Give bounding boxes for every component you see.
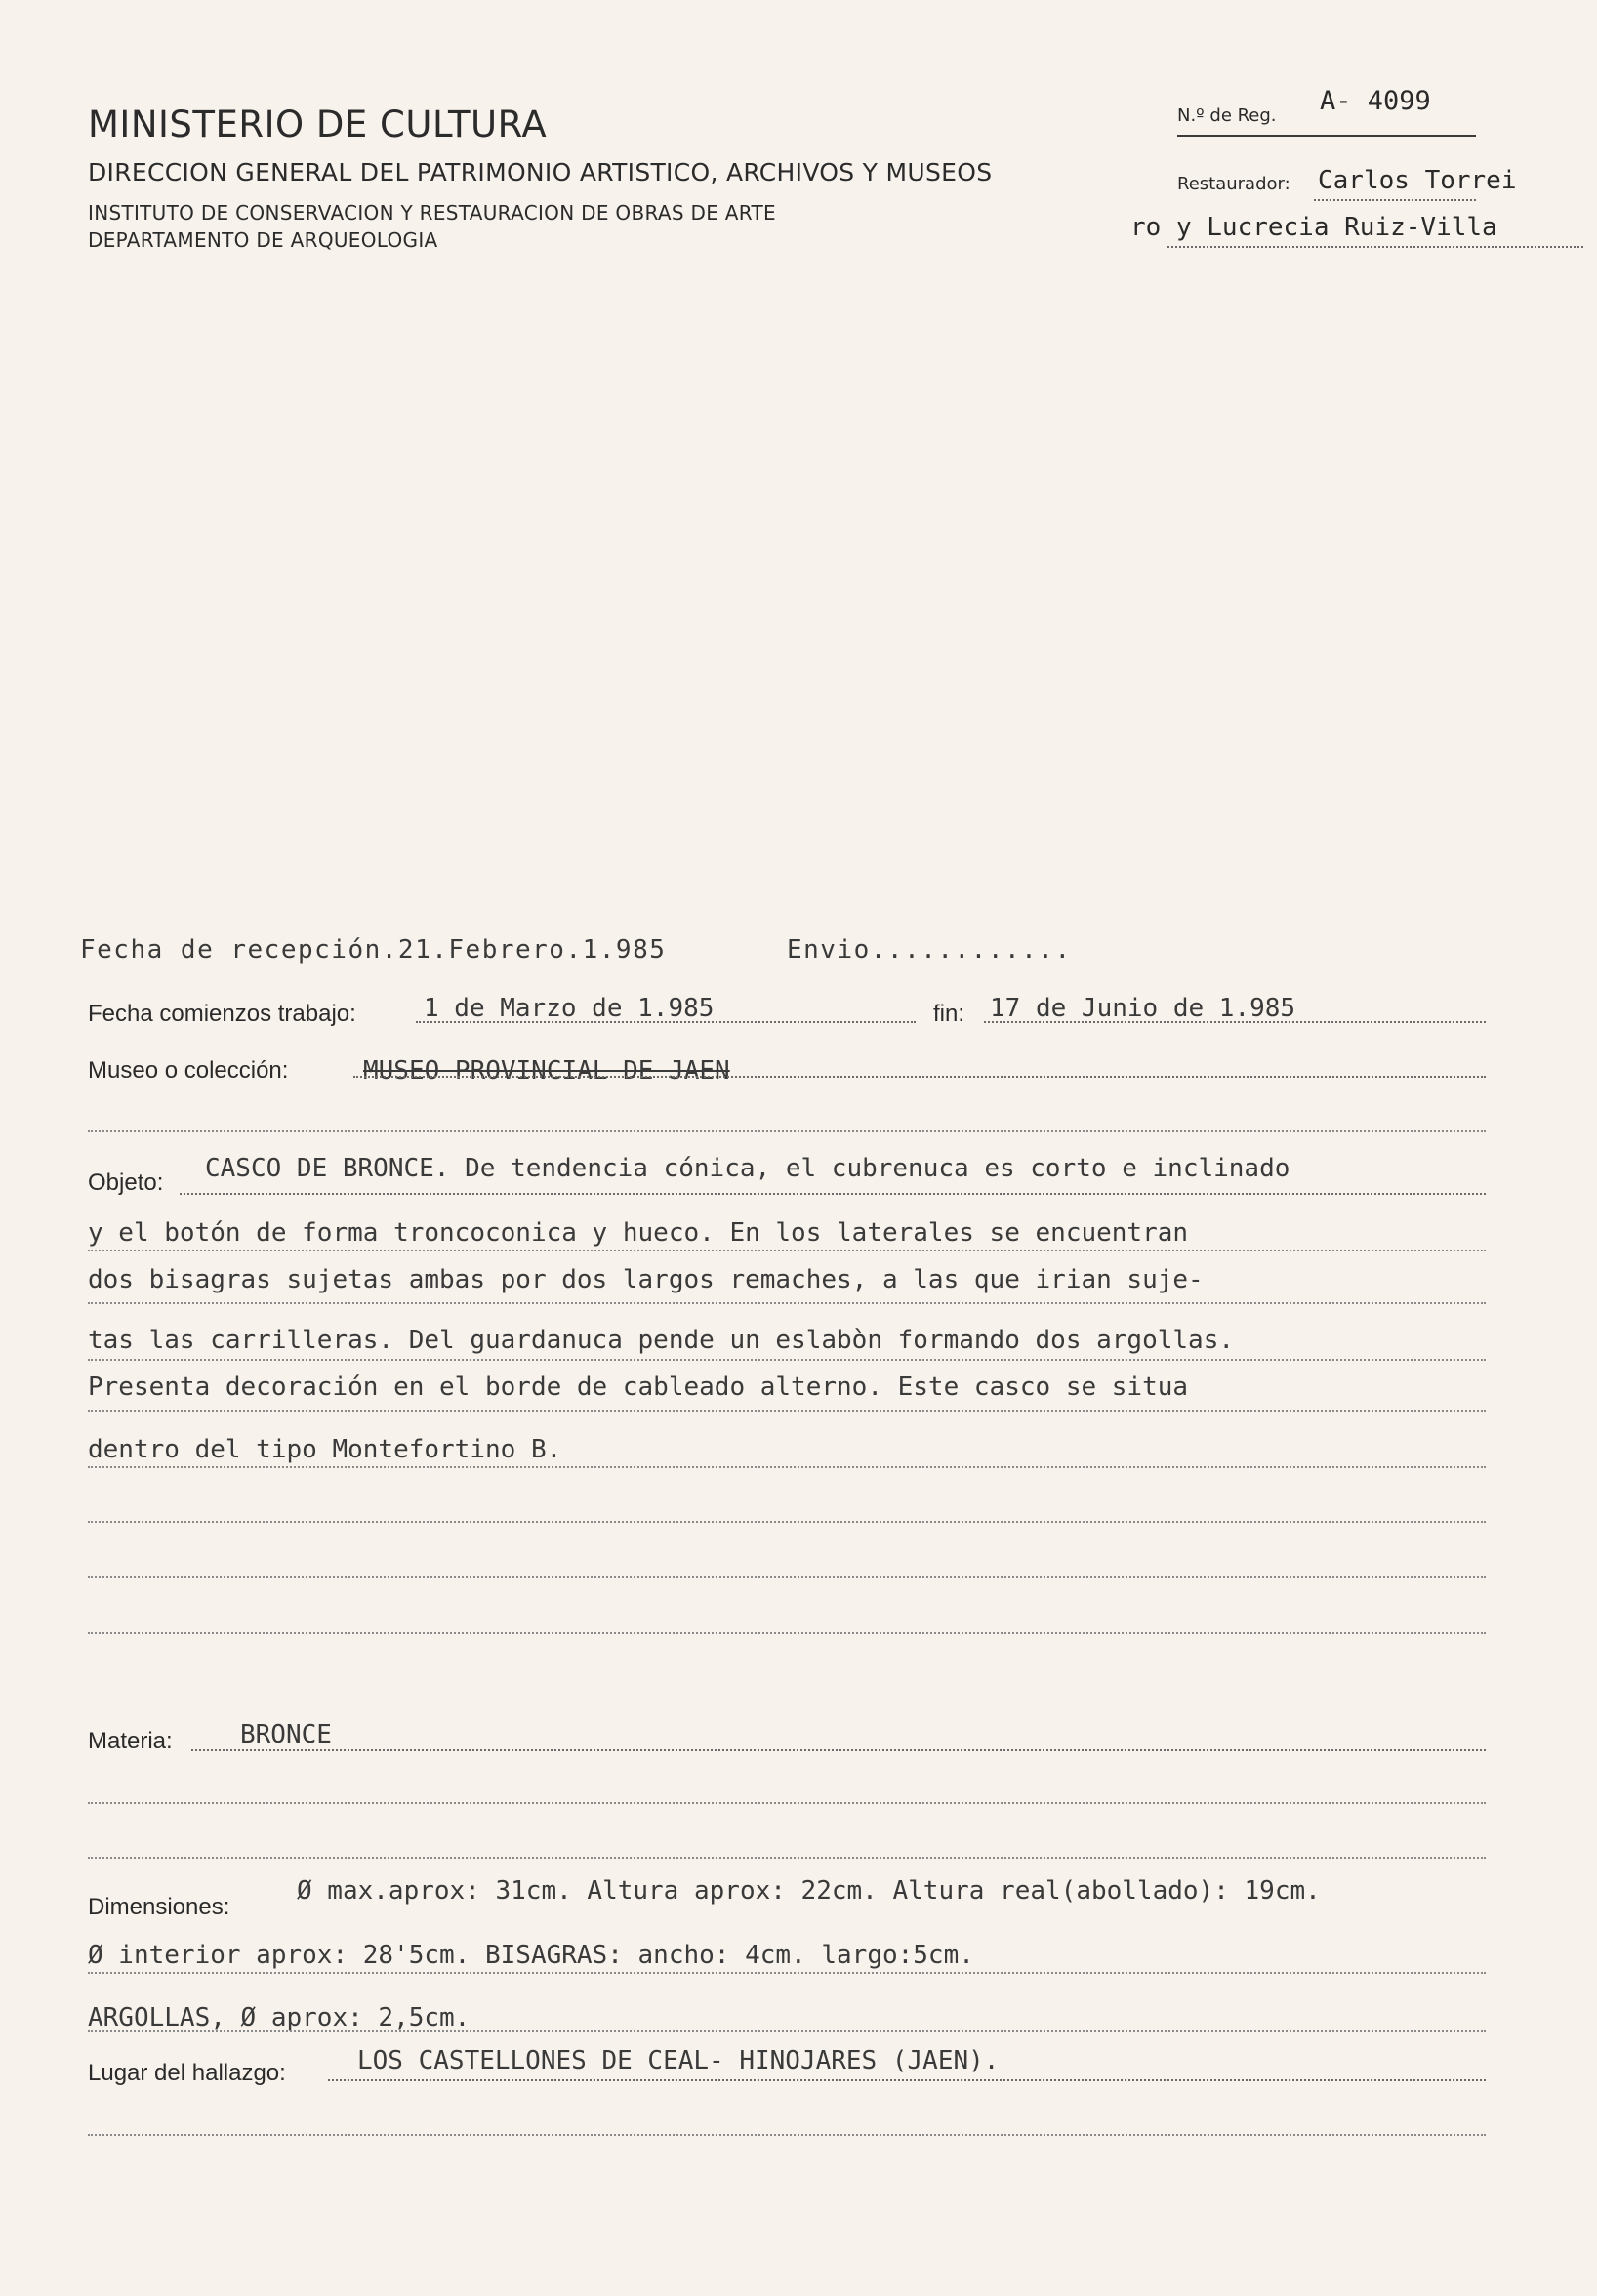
object-dotted-line [88,1410,1486,1412]
registry-underline [1177,135,1476,137]
material-dotted-line [191,1749,1486,1751]
start-date-value: 1 de Marzo de 1.985 [424,994,715,1023]
envio-value: Envio............ [787,935,1072,964]
blank-dotted-line [88,1576,1486,1578]
department-heading: DEPARTAMENTO DE ARQUEOLOGIA [88,228,438,252]
object-line: CASCO DE BRONCE. De tendencia cónica, el cubrenuca es corto e inclinado [205,1154,1290,1183]
start-date-label: Fecha comienzos trabajo: [88,1001,356,1027]
restorer-dotted-line-2 [1167,246,1583,248]
restorer-value-line2: ro y Lucrecia Ruiz-Villa [1130,213,1497,242]
ministry-heading: MINISTERIO DE CULTURA [88,103,548,145]
direction-heading: DIRECCION GENERAL DEL PATRIMONIO ARTISTICO, ARCHIVOS Y MUSEOS [88,158,993,186]
object-dotted-line [88,1359,1486,1361]
restorer-label: Restaurador: [1177,174,1290,194]
start-date-dotted-line [416,1021,916,1023]
blank-dotted-line [88,1521,1486,1523]
museum-value: MUSEO PROVINCIAL DE JAEN [363,1056,730,1086]
object-dotted-line [88,1466,1486,1468]
reception-row [80,935,666,964]
registry-label: N.º de Reg. [1177,105,1277,126]
object-line: dentro del tipo Montefortino B. [88,1435,562,1464]
object-dotted-line [180,1193,1486,1195]
location-value: LOS CASTELLONES DE CEAL- HINOJARES (JAEN). [357,2046,1000,2075]
blank-dotted-line [88,2134,1486,2136]
object-dotted-line [88,1302,1486,1304]
restorer-value-line1: Carlos Torrei [1318,166,1517,195]
location-dotted-line [328,2079,1486,2081]
restorer-dotted-line [1314,199,1476,201]
object-line: tas las carrilleras. Del guardanuca pende un eslabòn formando dos argollas. [88,1326,1234,1355]
dimensions-line: ARGOLLAS, Ø aprox: 2,5cm. [88,2003,471,2032]
end-date-label: fin: [933,1001,965,1027]
blank-dotted-line [88,1632,1486,1634]
museum-label: Museo o colección: [88,1057,289,1084]
object-label: Objeto: [88,1169,164,1196]
object-line: y el botón de forma troncoconica y hueco. En los laterales se encuentran [88,1218,1189,1248]
object-line: Presenta decoración en el borde de cableado alterno. Este casco se situa [88,1373,1189,1402]
dimensions-dotted-line [88,1972,1486,1974]
dimensions-dotted-line [88,2030,1486,2032]
registry-value: A- 4099 [1320,86,1431,116]
institute-heading: INSTITUTO DE CONSERVACION Y RESTAURACION DE OBRAS DE ARTE [88,201,776,225]
object-dotted-line [88,1250,1486,1251]
reception-label: Fecha de recepción. [80,935,398,964]
material-label: Materia: [88,1728,173,1754]
location-label: Lugar del hallazgo: [88,2060,286,2086]
end-date-value: 17 de Junio de 1.985 [990,994,1296,1023]
museum-dotted-line [353,1076,1486,1078]
dimensions-line: Ø max.aprox: 31cm. Altura aprox: 22cm. Altura real(abollado): 19cm. [297,1876,1321,1906]
reception-value: 21.Febrero.1.985 [397,935,667,964]
object-line: dos bisagras sujetas ambas por dos largos remaches, a las que irian suje- [88,1265,1204,1294]
end-date-dotted-line [984,1021,1486,1023]
material-value: BRONCE [240,1720,332,1749]
dimensions-line: Ø interior aprox: 28'5cm. BISAGRAS: ancho: 4cm. largo:5cm. [88,1941,974,1970]
dimensions-label: Dimensiones: [88,1894,230,1920]
blank-dotted-line [88,1857,1486,1859]
blank-dotted-line [88,1130,1486,1132]
blank-dotted-line [88,1802,1486,1804]
